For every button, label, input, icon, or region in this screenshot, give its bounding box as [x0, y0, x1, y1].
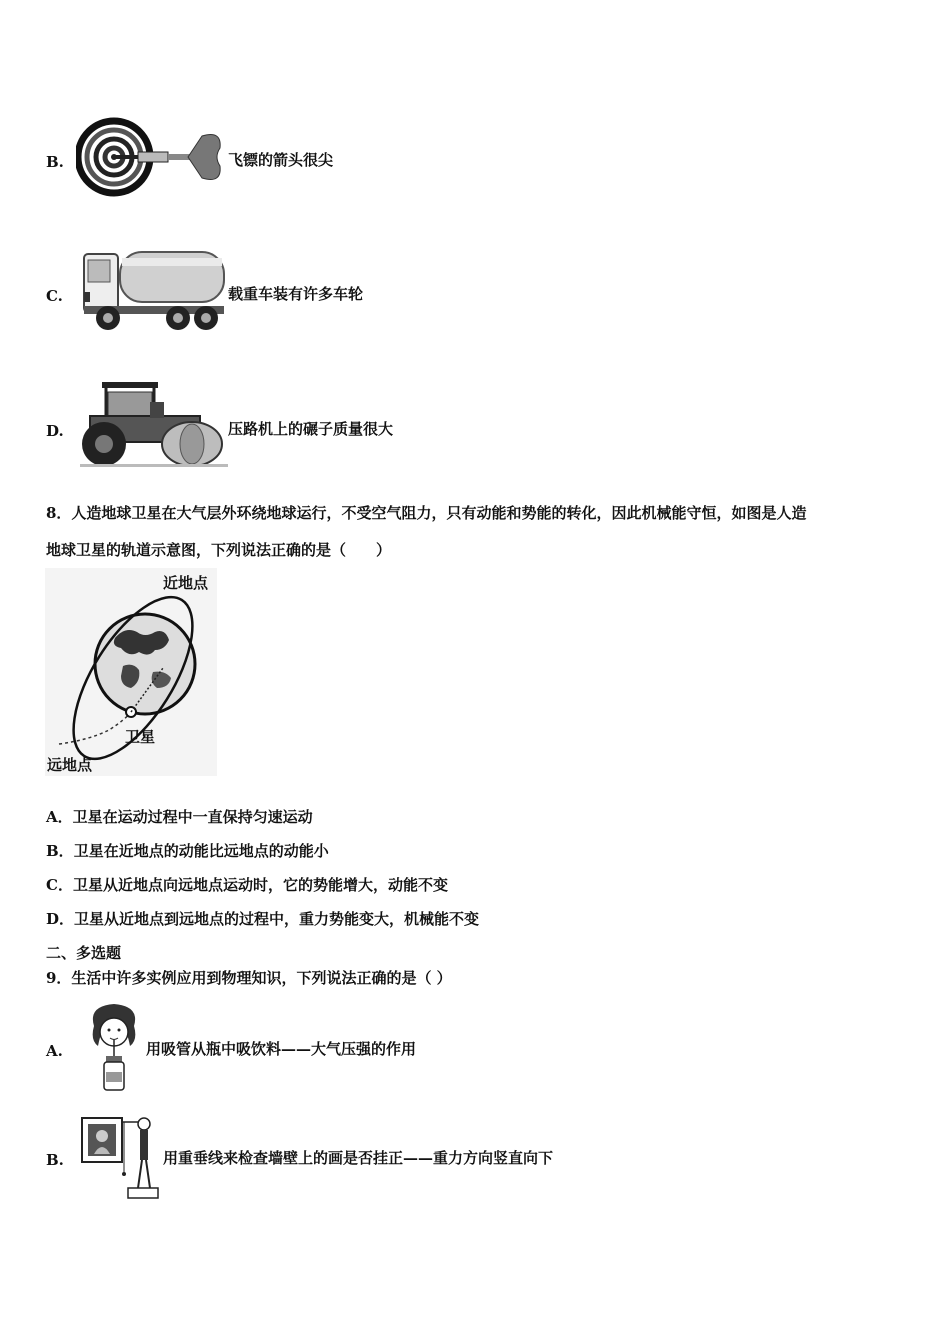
q8-option-b-text: 卫星在近地点的动能比远地点的动能小 [73, 842, 329, 860]
road-roller-illustration [80, 378, 228, 470]
q9-option-a-letter: A. [46, 1042, 63, 1060]
dartboard-illustration [76, 116, 226, 198]
q8-option-a-letter: A． [46, 808, 73, 826]
q8-option-d-letter: D． [46, 910, 75, 928]
q8-option-b-letter: B． [46, 842, 74, 860]
q7-option-b-letter: B. [46, 153, 64, 171]
satellite-label: 卫星 [125, 728, 156, 746]
q7-option-d-text: 压路机上的碾子质量很大 [228, 420, 394, 438]
q7-option-d-letter: D. [46, 422, 64, 440]
q8-option-c [46, 878, 448, 893]
q8-option-b [46, 844, 329, 859]
q8-option-c-text: 卫星从近地点向远地点运动时，它的势能增大，动能不变 [72, 876, 448, 894]
q8-option-c-letter: C． [46, 876, 73, 894]
perigee-label: 近地点 [163, 574, 209, 592]
q9-stem: 9．生活中许多实例应用到物理知识，下列说法正确的是（ ） [46, 969, 452, 987]
q9-option-b-letter: B. [46, 1151, 64, 1169]
q7-option-b-text: 飞镖的箭头很尖 [228, 151, 334, 169]
girl-drinking-straw-illustration [86, 1002, 142, 1092]
q8-option-d [46, 912, 479, 927]
q9-option-b-text: 用重垂线来检查墙壁上的画是否挂正——重力方向竖直向下 [163, 1149, 554, 1167]
q8-option-a-text: 卫星在运动过程中一直保持匀速运动 [72, 808, 313, 826]
q8-stem-line2: 地球卫星的轨道示意图，下列说法正确的是（ ） [46, 541, 392, 559]
satellite-orbit-figure [45, 568, 217, 776]
q8-option-d-text: 卫星从近地点到远地点的过程中，重力势能变大，机械能不变 [74, 910, 480, 928]
plumb-line-illustration [80, 1112, 160, 1202]
apogee-label: 远地点 [47, 756, 93, 774]
q9-option-a-text: 用吸管从瓶中吸饮料——大气压强的作用 [146, 1040, 417, 1058]
q8-option-a [46, 810, 313, 825]
q8-stem-line1: 8．人造地球卫星在大气层外环绕地球运行，不受空气阻力，只有动能和势能的转化，因此机械能守恒，如图是人造 [46, 504, 807, 522]
q7-option-c-text: 载重车装有许多车轮 [228, 285, 364, 303]
tanker-truck-illustration [80, 248, 228, 334]
q7-option-c-letter: C. [46, 287, 63, 305]
section-heading-multiple-choice: 二、多选题 [46, 944, 122, 962]
